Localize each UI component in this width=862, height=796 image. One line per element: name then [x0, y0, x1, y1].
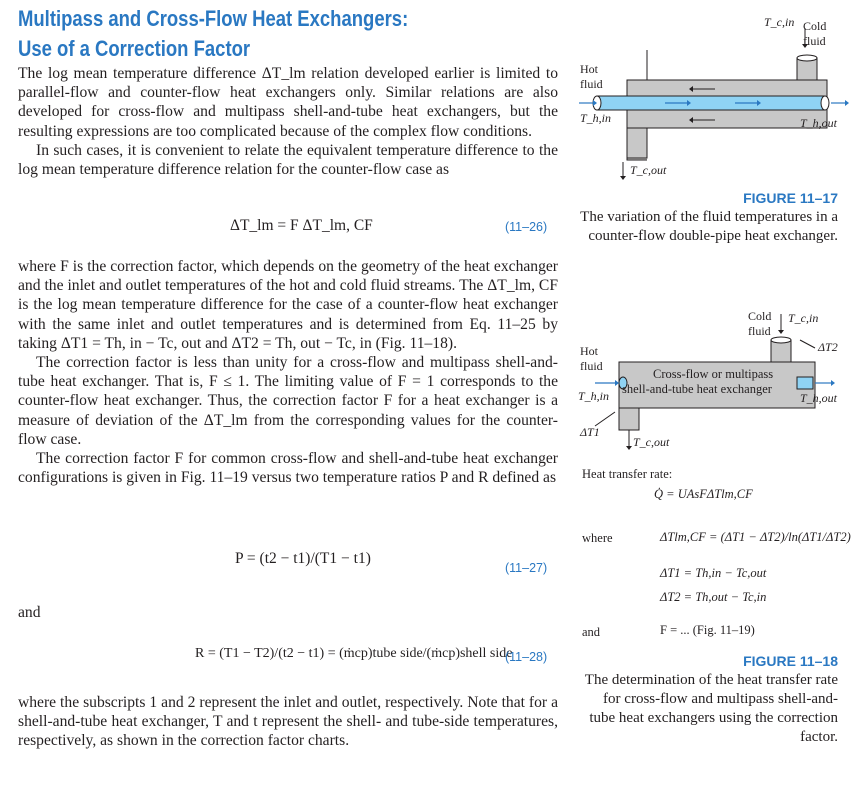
paragraph-6: where the subscripts 1 and 2 represent the inlet and outlet, respectively. Note that for a shell-and-tube heat exchanger, T and t represent the shell- and tube-side temperatures, respectively, as shown in the correction factor charts.: [18, 694, 558, 750]
equation-number-28: (11–28): [505, 650, 548, 664]
closing-text: [18, 693, 558, 751]
fig18-t-h-out: T_h,out: [800, 391, 838, 405]
fig18-rate-eq: Q̇ = UAsFΔTlm,CF: [654, 487, 753, 501]
fig18-t-c-in: T_c,in: [788, 311, 819, 325]
figure-11-17-caption: The variation of the fluid temperatures in a counter-flow double-pipe heat exchanger.: [580, 209, 838, 244]
inner-tube: [597, 96, 825, 110]
fig18-cold-label-2: fluid: [748, 324, 771, 338]
equation-11-28: R = (T1 − T2)/(t2 − t1) = (ṁcp)tube side/(ṁcp)shell side: [195, 646, 513, 661]
fig18-dt2: ΔT2: [818, 340, 838, 354]
dt2-pointer: [800, 340, 815, 348]
paragraph-3: where F is the correction factor, which depends on the geometry of the heat exchanger and the inlet and outlet temperatures of the hot and cold fluid streams. The ΔT_lm, CF is the log mean temperature difference for the case of a counter-flow heat exchanger with the same inlet and outlet temperatures and is determined from Eq. 11–25 by taking ΔT1 = Th, in − Tc, out and ΔT2 = Th, out − Tc, in (Fig. 11–18).: [18, 258, 558, 352]
equation-number-26: (11–26): [505, 220, 548, 234]
fig18-rate-label: Heat transfer rate:: [582, 467, 673, 481]
hot-outlet-end: [797, 377, 813, 389]
fig18-cold-label-1: Cold: [748, 309, 772, 323]
fig18-hot-label-1: Hot: [580, 344, 598, 358]
cold-inlet-end: [797, 55, 817, 61]
fig17-t-h-in: T_h,in: [580, 111, 612, 125]
fig18-box-line1: Cross-flow or multipass: [653, 367, 774, 381]
cold-in-arrowhead: [778, 330, 784, 334]
figure-11-18-caption: The determination of the heat transfer rate for cross-flow and multipass shell-and-tube heat exchangers using the correction factor.: [584, 672, 838, 745]
fig18-dt1: ΔT1: [580, 425, 600, 439]
equation-11-27: P = (t2 − t1)/(T1 − t1): [235, 550, 371, 567]
fig18-and: and: [582, 625, 601, 639]
fig18-dt2-eq: ΔT2 = Th,out − Tc,in: [660, 590, 767, 604]
hot-out-arrowhead: [831, 380, 835, 386]
fig18-dt1-eq: ΔT1 = Th,in − Tc,out: [660, 566, 767, 580]
and-text: and: [18, 604, 41, 621]
fig18-t-c-out: T_c,out: [633, 435, 670, 449]
paragraph-2: In such cases, it is convenient to relate the equivalent temperature difference to the log mean temperature difference relation for the counter-flow case as: [18, 141, 558, 179]
cold-out-arrowhead: [626, 446, 632, 450]
paragraph-5: The correction factor F for common cross-flow and shell-and-tube heat exchanger configurations is given in Fig. 11–19 versus two temperature ratios P and R defined as: [18, 450, 558, 487]
fig18-box-line2: shell-and-tube heat exchanger: [622, 382, 772, 396]
section-title-line2: Use of a Correction Factor: [18, 36, 251, 61]
cold-inlet-end: [771, 337, 791, 343]
fig18-where: where: [582, 531, 613, 545]
fig18-lmcf-eq: ΔTlm,CF = (ΔT1 − ΔT2)/ln(ΔT1/ΔT2): [660, 530, 851, 544]
fig17-cold-label-2: fluid: [803, 34, 826, 48]
fig17-cold-label-1: Cold: [803, 19, 827, 33]
fig17-t-c-in: T_c,in: [764, 15, 795, 29]
cold-outlet-pipe: [619, 408, 639, 430]
fig18-t-h-in: T_h,in: [578, 389, 610, 403]
body-text: [18, 257, 558, 487]
hot-out-arrowhead: [845, 100, 849, 106]
fig17-hot-label-1: Hot: [580, 62, 598, 76]
section-title-line1: Multipass and Cross-Flow Heat Exchangers:: [18, 6, 409, 31]
cold-out-arrowhead: [620, 176, 626, 180]
dt1-pointer: [595, 412, 615, 426]
equation-11-26: ΔT_lm = F ΔT_lm, CF: [230, 217, 373, 234]
fig17-t-h-out: T_h,out: [800, 116, 838, 130]
tube-outlet-end: [821, 96, 829, 110]
intro-text: [18, 64, 558, 179]
paragraph-1: The log mean temperature difference ΔT_lm relation developed earlier is limited to parallel-flow and counter-flow heat exchangers only. Similar relations are also developed for cross-flow and multipass shell-and-tube heat exchangers, but the resulting expressions are too complicated because of the complex flow conditions.: [18, 65, 558, 140]
hot-in-arrowhead: [615, 380, 619, 386]
equation-number-27: (11–27): [505, 561, 548, 575]
paragraph-4: The correction factor is less than unity for a cross-flow and multipass shell-and-tube heat exchanger. That is, F ≤ 1. The limiting value of F = 1 corresponds to the counter-flow heat exchanger. Thus, the correction factor F for a heat exchanger is a measure of deviation of the ΔT_lm from the corresponding values for the counter-flow case.: [18, 354, 558, 448]
fig17-t-c-out: T_c,out: [630, 163, 667, 177]
fig18-hot-label-2: fluid: [580, 359, 603, 373]
fig18-f-eq: F = ... (Fig. 11–19): [660, 623, 755, 637]
figure-11-18-label: FIGURE 11–18: [743, 653, 838, 669]
fig17-hot-label-2: fluid: [580, 77, 603, 91]
hot-outlet-pipe: [627, 128, 647, 158]
figure-11-17-label: FIGURE 11–17: [743, 190, 838, 206]
